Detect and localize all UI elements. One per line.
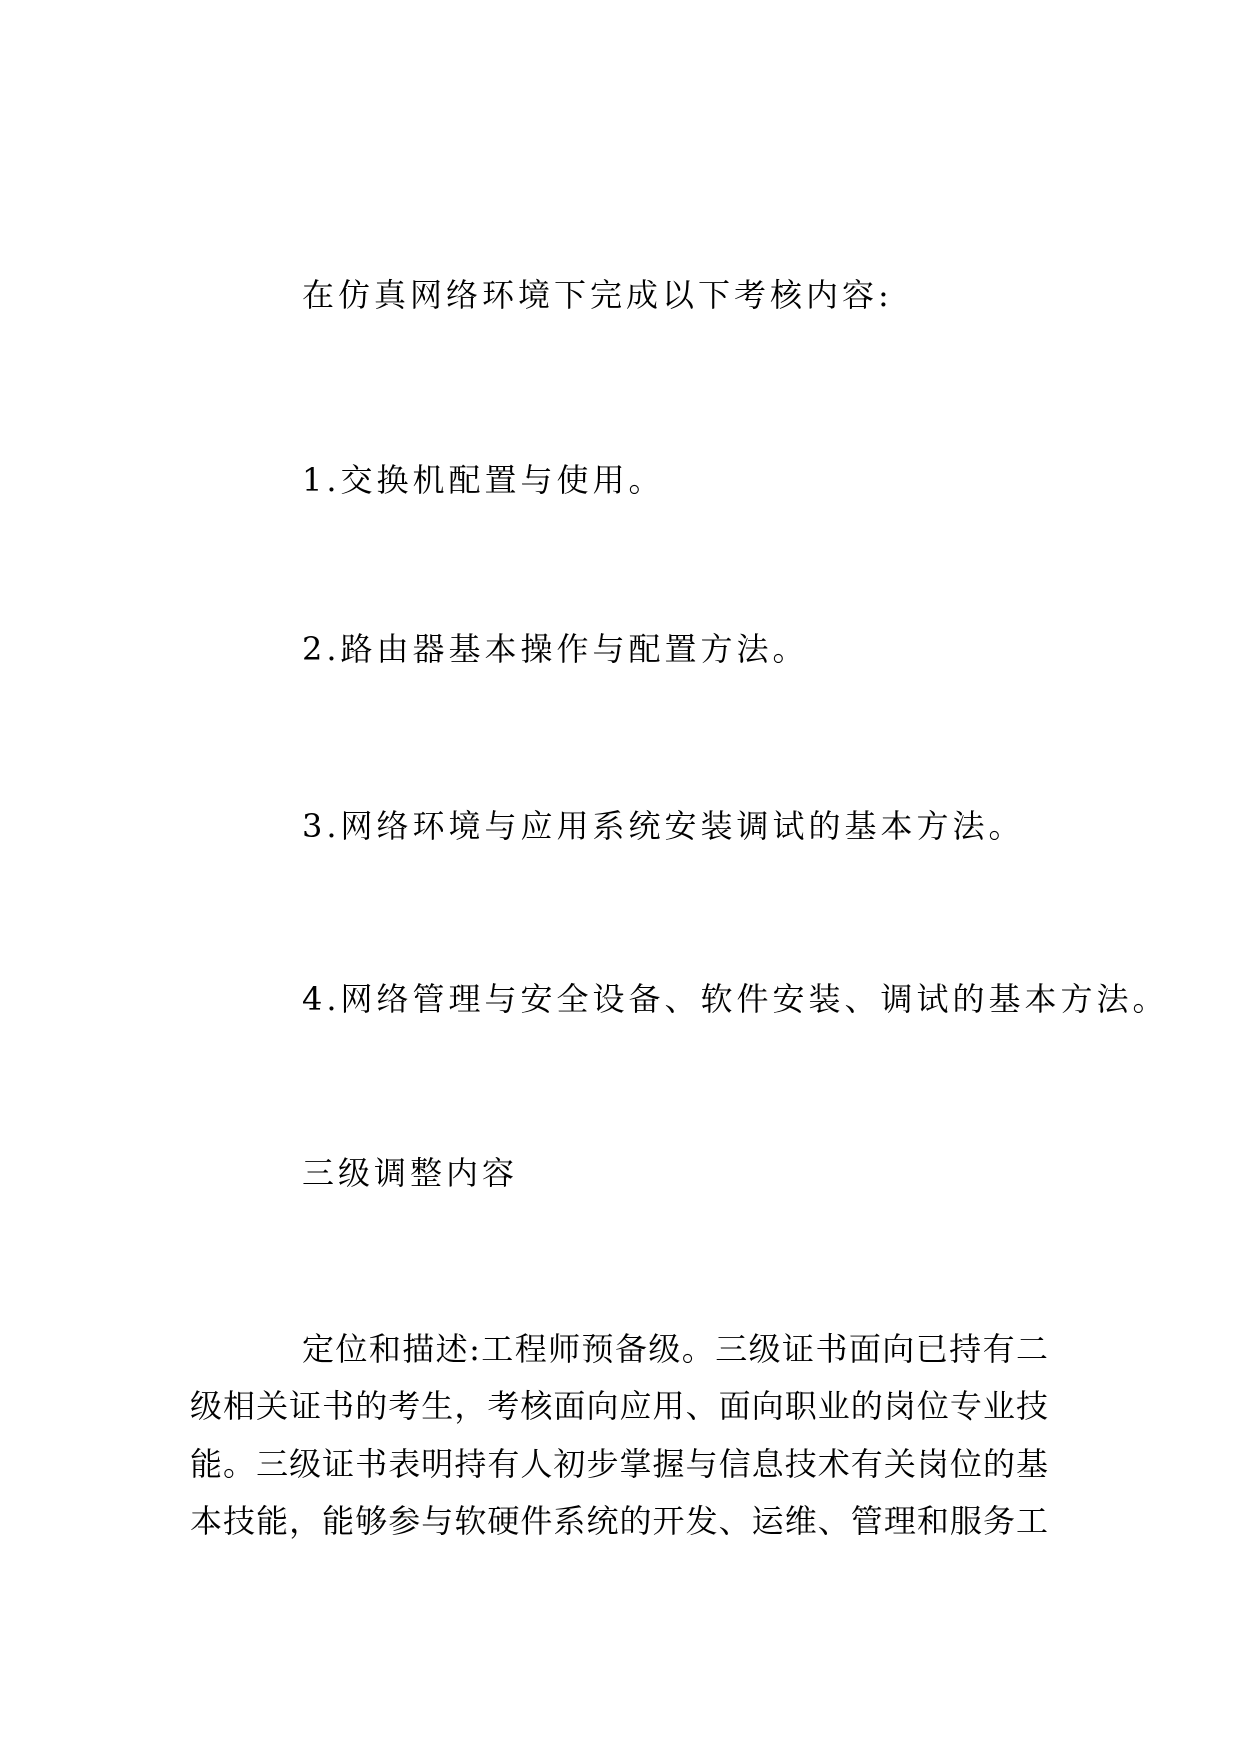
paragraph-line: 级相关证书的考生，考核面向应用、面向职业的岗位专业技: [190, 1387, 1048, 1425]
paragraph-line: 能。三级证书表明持有人初步掌握与信息技术有关岗位的基: [190, 1445, 1048, 1483]
section-heading: 三级调整内容: [302, 1154, 519, 1192]
list-item: 4.网络管理与安全设备、软件安装、调试的基本方法。: [302, 980, 1169, 1018]
list-item: 3.网络环境与应用系统安装调试的基本方法。: [302, 807, 1025, 845]
list-item: 2.路由器基本操作与配置方法。: [302, 630, 809, 668]
paragraph-line: 定位和描述:工程师预备级。三级证书面向已持有二: [302, 1330, 1048, 1368]
intro-line: 在仿真网络环境下完成以下考核内容:: [302, 276, 893, 314]
list-item: 1.交换机配置与使用。: [302, 461, 665, 499]
paragraph-line: 本技能，能够参与软硬件系统的开发、运维、管理和服务工: [190, 1502, 1048, 1540]
